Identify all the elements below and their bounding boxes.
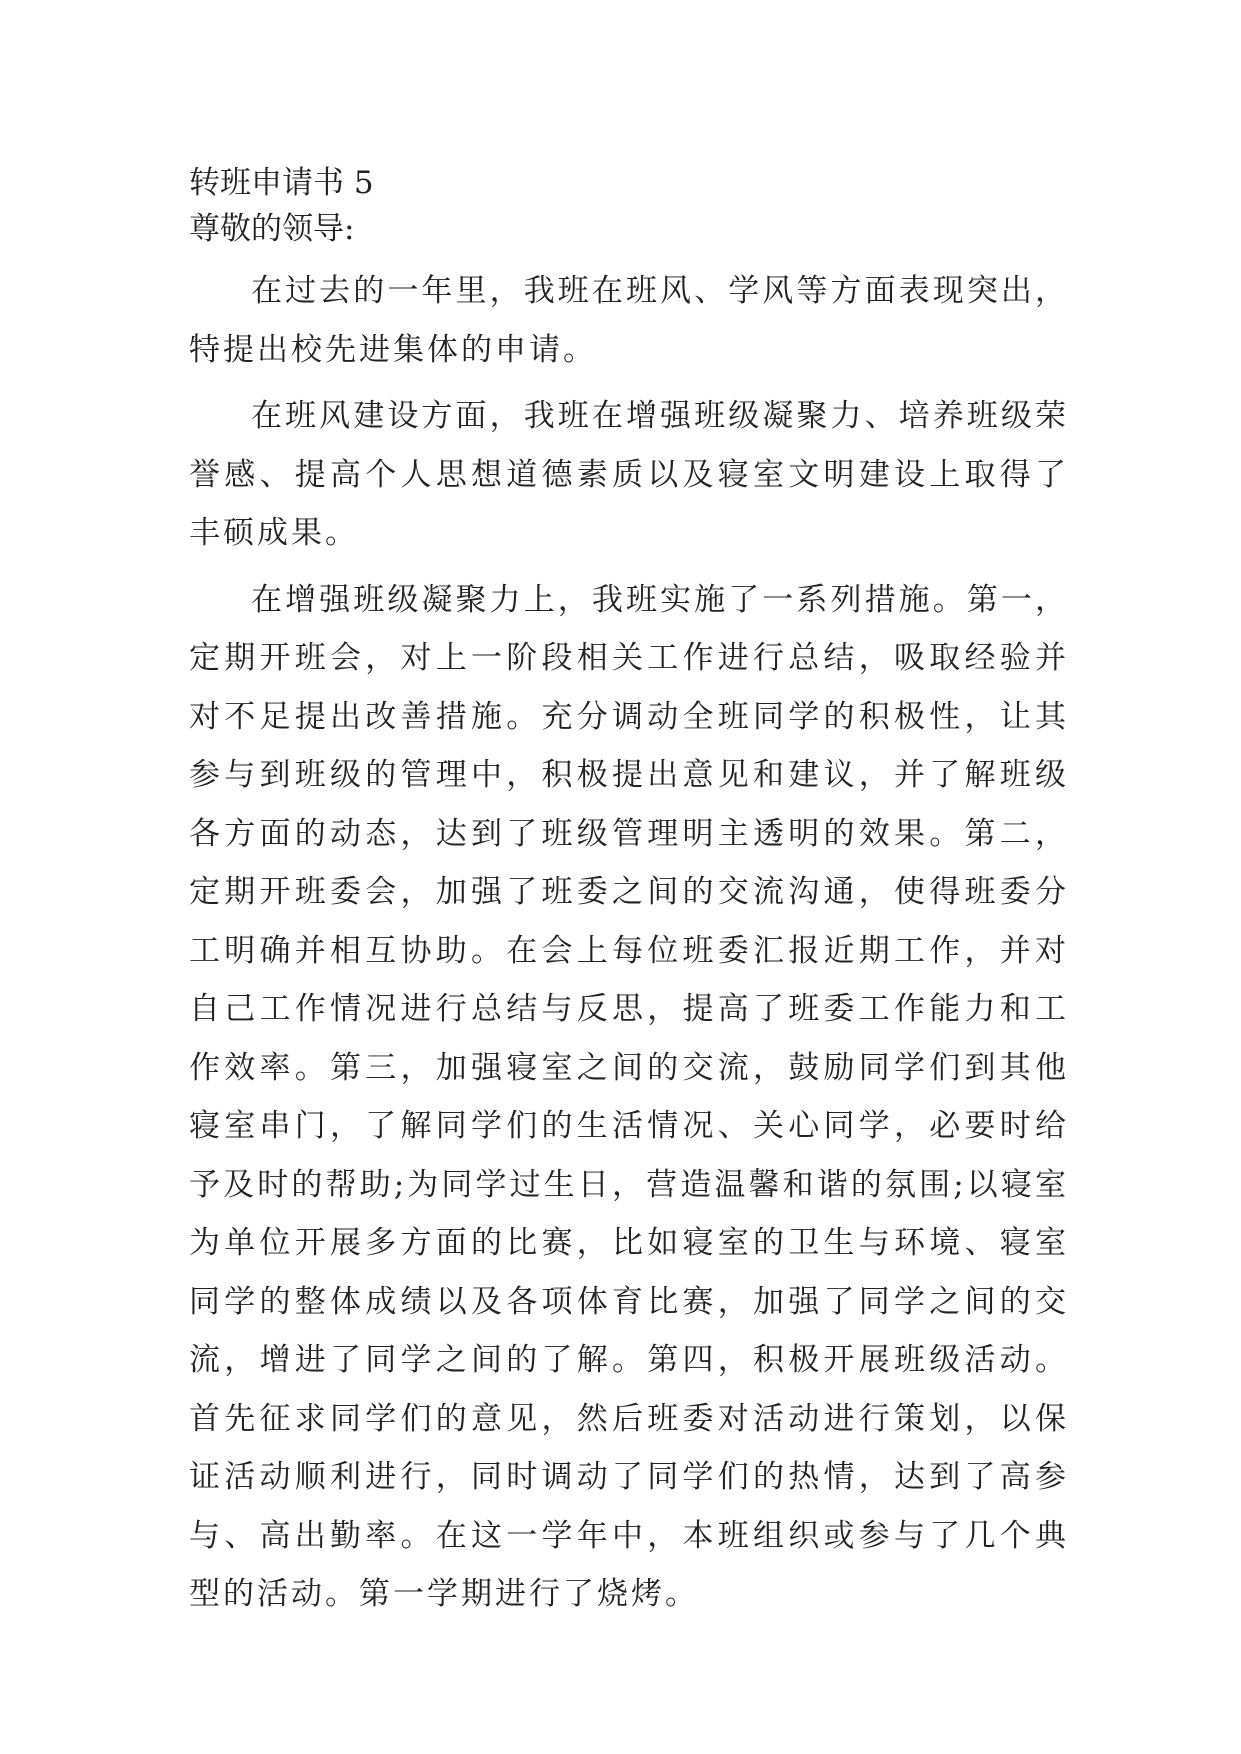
document-title: 转班申请书 5 [189, 165, 374, 201]
document-body [189, 160, 1069, 1624]
paragraph-class-style: 在班风建设方面，我班在增强班级凝聚力、培养班级荣誉感、提高个人思想道德素质以及寝室文明建设上取得了丰硕成果。 [189, 398, 1069, 551]
salutation: 尊敬的领导: [189, 211, 355, 247]
paragraph-intro: 在过去的一年里，我班在班风、学风等方面表现突出，特提出校先进集体的申请。 [189, 273, 1069, 368]
paragraph-cohesion: 在增强班级凝聚力上，我班实施了一系列措施。第一，定期开班会，对上一阶段相关工作进行总结，吸取经验并对不足提出改善措施。充分调动全班同学的积极性，让其参与到班级的管理中，积极提出意见和建议，并了解班级各方面的动态，达到了班级管理明主透明的效果。第二，定期开班委会，加强了班委之间的交流沟通，使得班委分工明确并相互协助。在会上每位班委汇报近期工作，并对自己工作情况进行总结与反思，提高了班委工作能力和工作效率。第三，加强寝室之间的交流，鼓励同学们到其他寝室串门，了解同学们的生活情况、关心同学，必要时给予及时的帮助;为同学过生日，营造温馨和谐的氛围;以寝室为单位开展多方面的比赛，比如寝室的卫生与环境、寝室同学的整体成绩以及各项体育比赛，加强了同学之间的交流，增进了同学之间的了解。第四，积极开展班级活动。首先征求同学们的意见，然后班委对活动进行策划，以保证活动顺利进行，同时调动了同学们的热情，达到了高参与、高出勤率。在这一学年中，本班组织或参与了几个典型的活动。第一学期进行了烧烤。 [189, 581, 1069, 1612]
